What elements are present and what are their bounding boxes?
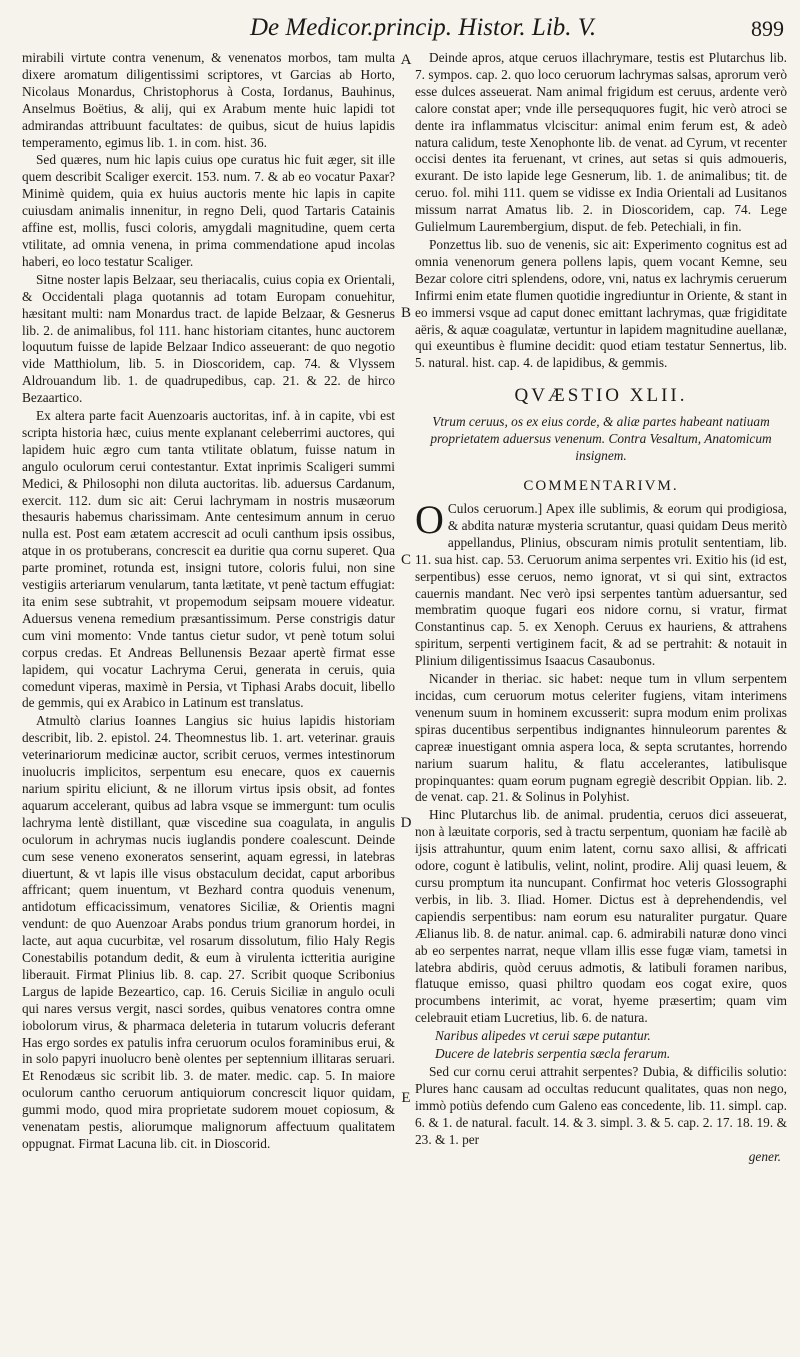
commentarium-first-paragraph xyxy=(415,497,787,670)
quaestio-title: QVÆSTIO XLII. xyxy=(514,385,688,407)
left-paragraph: Ex altera parte facit Auenzoaris auctoritas, inf. à in capite, vbi est scripta historia hæc, cuius mente explanant celeberrimi auctores, qui lapidem huic ægro cum tanta vtilitate oblatum, fuisse natum in angulo oculorum cerui contestantur. Extat inprimis Scaligeri summi Medici, & Philosophi non diluta auctoritas. lib. aduersus Cardanum, exercit. 112. dum sic ait: Cerui lachrymam in nostris musæorum thesauris habemus charissimam. Ante centesimum annum in ceruo nulla est. Post eam ætatem accrescit ad oculi canthum ipsis ossibus, atque in os protuberans, concrescit ea duritie qua cornu superet. Qua parte prominet, rotunda est, insigni tutore, coloris fului, non sine vestigiis arteriarum venularum, tanta lætitate, vt penè tactum effugiat: ita enim sese subtrahit, vt propemodum seipsam mouere videatur. Aduersus venena remedium præsantissimum. Perse constrigis datur cum vini momento: Vnde tantus cietur sudor, vt penè totum solui corpus credas. Et Andreas Bellunensis Bezaar apertè firmat esse lapidem, qui vocatur Lachryma Cerui, generata in ceruis, quia comedunt viperas, maximè in Persia, vt Tiphasi Arabs docuit, libello de gemmis, qui ex Arabico in Latinum est translatus. xyxy=(22,408,395,711)
commentarium-paragraph: Nicander in theriac. sic habet: neque tum in vllum serpentem incidas, cum ceruorum motus celeriter fugiens, vitam interimens venenum suum in hominem excusserit: supra modum enim prolixas spiras ducentibus serpentibus indignantes hinnuleorum parentes & capreæ inuestigant omnia aspera loca, & septa scrutantes, horrendo narium suarum halitu, & flatu accelerantes, latibulisque propinquantes: quam eorum pugnam egregiè describit Oppian. lib. 2. de venat. cap. 21. & Solinus in Polyhist. xyxy=(415,671,787,805)
margin-letter-e: E xyxy=(401,1090,411,1106)
left-paragraph: mirabili virtute contra venenum, & venenatos morbos, tam multa dixere aromatum diligentissimi scriptores, vt Garcias ab Horto, Nicolaus Monardus, Christophorus à Costa, Iordanus, Bauhinus, Anselmus Boëtius, & alij, qui ex Arabum mente huic lapidi tot admirandas attribuunt facultates: de quibus, sicut de huius lapidis temperamento, egimus lib. 1. in com. hist. 36. xyxy=(22,50,395,150)
left-paragraph: Atmultò clarius Ioannes Langius sic huius lapidis historiam describit, lib. 2. epistol. 24. Theomnestus lib. 1. art. veterinar. grauis veterinariorum medicinæ auctor, scribit ceruos, vermes intestinorum inuolucris implicitos, serpentum esu enecare, quos ex cauernis narium spiritu eliciunt, & ne illorum virtus ipsis obsit, ad fontes aquarum accelerant, quibus ad labra vsque se immergunt: tum oculis lachryma lentè distillant, quæ viscedine sua coagulata, in angulis oculorum in achrymas nucis iuglandis pondere coalescunt. Deinde cum sese veneno exoneratos senserint, aquam egressi, in latebras diuertunt, & vt lapis ille visus obstaculum decidat, caput arboribus affricant; quem inuentum, vt Bezhard contra quoduis venenum, antidotum efficacissimum, venatores Siciliæ, & Orientis magni vendunt: de quo Auenzoar Arabs pondus trium granorum hordei, in lacte, aut aqua cucurbitæ, vel rosarum dissolutum, filio Haly Regis Conestabilis potandum dedit, & eum à virulenta ictteritia aurigine liberauit. Firmat Plinius lib. 8. cap. 27. Scribit quoque Scribonius Largus de lapide Bezeartico, cap. 16. Ceruis Siciliæ in angulo oculi qui nares versus vergit, nasci sordes, quibus venatores contra omne iobolorum virus, & pharmaca deleteria in tutarum volucris deferant Has ergo sordes ex patulis infra ceruorum oculos foraminibus erui, & in solo papyri inuolucro benè olentes per septennium illitaras seruari. Et Renodæus sic scribit lib. 3. de mater. medic. cap. 5. In maiore oculorum cantho ceruorum antiquiorum concrescit liquor quidam, gummi modo, quod mira proprietate sudorem mouet copiosum, & venenatam pestis, aliorumque malignorum affectuum qualitatem oppugnat. Firmat Lacuna lib. cit. in Dioscorid. xyxy=(22,713,395,1151)
catchword: gener. xyxy=(748,1149,781,1165)
commentarium-paragraph: Sed cur cornu cerui attrahit serpentes? Dubia, & difficilis solutio: Plures hanc causam ad occultas reducunt qualitates, quas non nego, immò potiùs defendo cum Galeno eas concedente, lib. 11. simpl. cap. 6. & 1. de natural. facult. 14. & 3. simpl. 3. & 5. cap. 2. 17. 18. 19. & 23. & 1. per xyxy=(415,1063,787,1147)
margin-letter-b: B xyxy=(400,305,411,321)
quaestio-text: Vtrum ceruus, os ex eius corde, & aliæ partes habeant natiuam proprietatem aduersus venenum. Contra Vesaltum, Anatomicum insignem. xyxy=(430,414,772,464)
running-title: De Medicor.princip. Histor. Lib. V. xyxy=(250,14,597,41)
page-header xyxy=(250,14,790,48)
left-paragraph: Sitne noster lapis Belzaar, seu theriacalis, cuius copia ex Orientali, & Occidentali plaga quotannis ad totam Europam conuehitur, hæsitant multi: nam Monardus tract. de lapide Belzaar, & Gesnerus lib. 2. de animalibus, fol 111. hanc historiam citantes, hunc auctorem loquutum fuisse de lapide Belzaar Indico asseuerant: de quo negotio vide Matthiolum, lib. 5. in Dioscoridem, cap. 74. & Vlyssem Aldrouandum lib. 1. de quadrupedibus, cap. 21. & 22. de hirco Bezaartico. xyxy=(22,271,395,406)
right-paragraph: Deinde apros, atque ceruos illachrymare, testis est Plutarchus lib. 7. sympos. cap. 2. quo loco ceruorum lachrymas salsas, aprorum verò esse dulces asseuerat. Nam animal frigidum est ceruus, ardente verò calore constat aper; vnde ille perseququores fugit, hic verò atroci se dente ira inflammatus vlciscitur: animal enim ferum est, & adeò natura calidum, teste Xenophonte lib. de venat. ad Cyrum, vt recenter occisi dentes ita feruenant, vt crines, aut setas si quis admoueris, exurant. De isto lapide lege Gesnerum, lib. 1. de animalibus; tit. de ceruo. fol. mihi 111. quem se vidisse ex India Orientali ad Lusitanos missum narrat Amatus lib. 2. in Dioscoridem, cap. 74. Lege Gulielmum Laurembergium, disput. de feb. Petechiali, in fin. xyxy=(415,50,787,235)
margin-letter-c: C xyxy=(400,552,411,568)
commentarium-title: COMMENTARIVM. xyxy=(523,478,679,495)
right-paragraph: Ponzettus lib. suo de venenis, sic ait: Experimento cognitus est ad omnia venenorum genera pollens lapis, quem vocant Kemne, seu Bezar colore citri splendens, odore, vni, natus ex lachrymis ceruerum Infirmi enim etate flumen quotidie ingrediuntur in Oriente, & stant in eo immersi vsque ad caput donec emittant lachrymas, quæ frigiditate aëris, & aquæ coagulatæ, vertuntur in lapidem magnitudine auellanæ, qui exeuntibus è flumine decidit: quod etiam testatur Sennertus, lib. 5. natural. hist. cap. 4. de lapidibus, & gemmis. xyxy=(415,236,787,371)
first-paragraph-text: Culos ceruorum.] Apex ille sublimis, & eorum qui prodigiosa, & abdita naturæ mysteria scrutantur, quasi quidam Deus meritò appellandus, Plinius, obscuram nimis protulit sententiam, lib. 11. sua hist. cap. 53. Ceruorum anima serpentes vri. Exitio his (id est, serpentibus) esse ceruos, nemo ignorat, vt si qui sint, extractos cauernis mandant. Nec verò ipsi serpentes tantùm aduersantur, sed membratim quoque fugari eos nidore cornu, si vratur, firmat Constantinus cap. 5. ex Xenoph. Ceruus ex hauriens, & attrahens spiritum, serpenti vertiginem facit, & ad se pertrahit: & notauit in Plinium diligentissimus Isaacus Casaubonus. xyxy=(415,501,787,669)
left-column xyxy=(22,50,395,1153)
left-paragraph: Sed quæres, num hic lapis cuius ope curatus hic fuit æger, sit ille quem describit Scaliger exercit. 153. num. 7. & ab eo vocatur Paxar? Minimè quidem, quia ex huius auctoris mente hic lapis in capite cuiusdam animalis innenitur, in regno Deli, quod Tartaris Catainis affine est, mollis, fusci coloris, amygdali magnitudine, quem certa vtilitate, ad omnia venena, in prima commendatione apud incolas haberi, eo loco testatur Scaliger. xyxy=(22,152,395,269)
page-number: 899 xyxy=(751,16,784,41)
margin-letter-d: D xyxy=(400,815,412,831)
right-column xyxy=(415,50,787,1166)
verse-line: Naribus alipedes vt cerui sæpe putantur. xyxy=(435,1028,651,1044)
verse-line: Ducere de latebris serpentia sæcla ferarum. xyxy=(435,1046,671,1062)
commentarium-paragraph: Hinc Plutarchus lib. de animal. prudentia, ceruos dici asseuerat, non à læuitate corporis, sed à tractu serpentum, quoniam hæ facilè ab ijsis attrahuntur, quum enim latent, cornu saxo allisi, & affricati odore, cogunt è latibulis, velint, nolint, prodire. Alij quasi leuem, & cursu promptum ita nuncupant. Confirmat hoc veteris Glossographi verbis, in lib. 3. Iliad. Homer. Dictus est à deprehendendis, vel capiendis serpentibus: nam eorum esu naturaliter purgatur. Quare Ælianus lib. 8. de natur. animal. cap. 6. admirabili naturæ dono vinci ab eo serpentes narrat, neque vllam illis esse fugæ viam, tametsi in latebra abdiris, quòd ceruus admotis, & latibuli foramen naribus, flatuque emisso, quasi philtro quodam eos cogat exire, quos procumbens interimit, ac vorat, hyeme præsertim; quam vim celebrauit etiam Lucretius, lib. 6. de natura. xyxy=(415,807,787,1026)
drop-cap: O xyxy=(415,497,444,543)
margin-letter-a: A xyxy=(400,52,412,68)
